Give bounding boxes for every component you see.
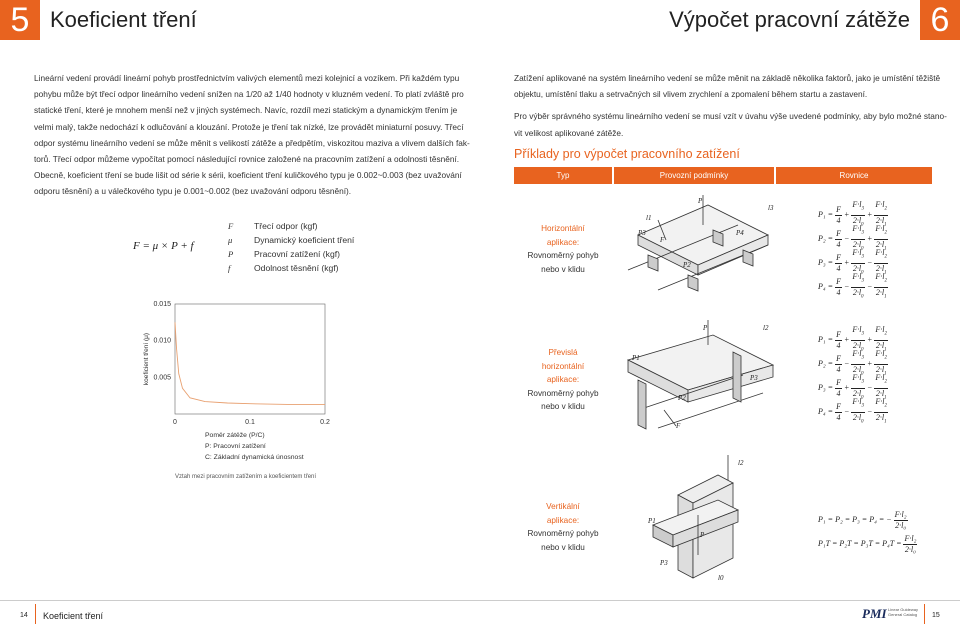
diagram-label: P3 (660, 559, 668, 567)
equation-row: P₄ = $\frac{F}{4}$ − $\frac{F\cdot l_3}{2\cdot l_0}$ − $\frac{F\cdot l_2}{2\cdot l_1}$ (818, 271, 887, 300)
paragraph-line: Lineární vedení provádí lineární pohyb prostřednictvím valivých elementů mezi kolejnicí a vozíkem. Při každém typu (34, 73, 460, 83)
y-tick-label: 0.015 (153, 301, 171, 308)
diagram-label: P4 (736, 229, 744, 237)
equation-row: P₃ = $\frac{F}{4}$ + $\frac{F\cdot l_3}{2\cdot l_0}$ − $\frac{F\cdot l_2}{2\cdot l_1}$ (818, 372, 887, 401)
logo-subtitle: Linear Guideway General Catalog (888, 607, 919, 617)
page-title-right: Výpočet pracovní zátěže (669, 7, 910, 32)
y-tick-label: 0.010 (153, 337, 171, 345)
diagram-label: l0 (718, 574, 724, 582)
equation-row: P₂ = $\frac{F}{4}$ − $\frac{F\cdot l_3}{2\cdot l_0}$ + $\frac{F\cdot l_2}{2\cdot l_1}$ (818, 223, 887, 252)
paragraph-line: torů. Třecí odpor můžeme vypočítat pomocí následující rovnice založené na pracovním zatížení a odolnosti těsnění. (34, 154, 460, 165)
equation-row: P₁ = $\frac{F}{4}$ + $\frac{F\cdot l_3}{2\cdot l_0}$ + $\frac{F\cdot l_2}{2\cdot l_1}$ (818, 199, 887, 228)
x-tick-label: 0.2 (320, 419, 330, 426)
equations-horizontal (818, 199, 890, 300)
diagram-label: P3 (638, 229, 646, 237)
x-tick-label: 0 (173, 419, 177, 426)
diagram-label: P3 (750, 374, 758, 382)
formula-legend (228, 219, 354, 275)
diagram-label: P (698, 197, 703, 205)
diagram-label: P1 (648, 517, 656, 525)
equation-row: P₃ = $\frac{F}{4}$ + $\frac{F\cdot l_3}{2\cdot l_0}$ − $\frac{F\cdot l_2}{2\cdot l_1}$ (818, 247, 887, 276)
equations-overhang (818, 324, 890, 425)
type-cell-horizontal: Horizontální aplikace: Rovnoměrný pohyb nebo v klidu (527, 224, 599, 274)
legend-row: μ Dynamický koeficient tření (228, 235, 355, 245)
x-tick-label: 0.1 (245, 419, 255, 426)
friction-coefficient-chart (130, 292, 350, 432)
paragraph-line: velmi malý, takže nedochází k odlučování a klouzání. Protože je tření tak nízké, lze provádět miniaturní posuvy. Třecí (34, 121, 464, 132)
diagram-label: F (676, 422, 681, 430)
diagram-label: l2 (738, 459, 744, 467)
examples-table-header (514, 167, 932, 184)
section-number-left: 5 (0, 0, 40, 40)
paragraph-line: odpor systému lineárního vedení se může měnit s velikostí zátěže a předpětím, viskozitou maziva a vlivem dalších fak- (34, 137, 470, 148)
vertical-guide-diagram (618, 455, 778, 595)
paragraph-line: Obecně, koeficient tření se bude lišit od série k sérii, koeficient tření kuličkového typu je 0.002~0.003 (bez uvažování (34, 170, 462, 181)
section-number-right: 6 (920, 0, 960, 40)
annotation-line: C: Základní dynamická únosnost (205, 454, 304, 461)
paragraph-line: vit velikost aplikované zátěže. (514, 127, 624, 138)
annotation-line: P: Pracovní zatížení (205, 443, 266, 450)
diagram-label: P2 (678, 394, 686, 402)
friction-curve (175, 322, 325, 404)
diagram-label: P2 (683, 261, 691, 269)
equation-row: P₂ = $\frac{F}{4}$ − $\frac{F\cdot l_3}{2\cdot l_0}$ + $\frac{F\cdot l_2}{2\cdot l_1}$ (818, 348, 887, 377)
type-cell-overhang: Převislá horizontální aplikace: Rovnoměrný pohyb nebo v klidu (527, 348, 599, 411)
y-axis-label: koeficient tření (μ) (143, 332, 150, 386)
paragraph-line: statické tření, které je mnohem menší než v jiných systémech. Navíc, rozdíl mezi statickým a dynamickým třením je (34, 105, 458, 116)
diagram-label: P (703, 324, 708, 332)
load-intro-paragraph (514, 70, 947, 141)
paragraph-line: odporu těsnění) a u válečkového typu je 0.001~0.002 (bez uvažování odporu těsnění). (34, 186, 352, 197)
paragraph-line: objektu, umístění tlaku a setrvačných sil vlivem zrychlení a zpomalení během startu a zastavení. (514, 89, 868, 100)
friction-formula: F = μ × P + f (133, 240, 194, 252)
legend-row: f Odolnost těsnění (kgf) (228, 263, 339, 273)
chart-annotation (205, 430, 304, 463)
diagram-label: l1 (646, 214, 652, 222)
equation-row: P₁ = $\frac{F}{4}$ + $\frac{F\cdot l_3}{2\cdot l_0}$ + $\frac{F\cdot l_2}{2\cdot l_1}$ (818, 324, 887, 353)
legend-row: P Pracovní zatížení (kgf) (228, 249, 340, 259)
plot-frame (175, 304, 325, 414)
footer-title: Koeficient tření (43, 611, 104, 621)
equation-row: P₄ = $\frac{F}{4}$ − $\frac{F\cdot l_3}{2\cdot l_0}$ − $\frac{F\cdot l_2}{2\cdot l_1}$ (818, 396, 887, 425)
diagram-label: P1 (632, 354, 640, 362)
legend-row: F Třecí odpor (kgf) (228, 221, 318, 231)
paragraph-line: Zatížení aplikované na systém lineárního vedení se může měnit na základě několika faktorů, jako je umístění těžiště (514, 73, 941, 83)
overhang-guide-diagram (618, 320, 778, 445)
annotation-line: Poměr zátěže (P/C) (205, 432, 265, 439)
equation-lhs: P₁ = P₂ = P₃ = P₄ = − (818, 515, 892, 524)
page-number-left: 14 (20, 612, 28, 619)
paragraph-line: pohybu může být třecí odpor lineárního vedení snížen na 1/20 až 1/40 hodnoty v kluzném vedení. To platí zvláště pro (34, 89, 464, 100)
y-tick-label: 0.005 (153, 374, 171, 382)
page-title-left: Koeficient tření (50, 7, 197, 32)
col-header-equations: Rovnice (839, 171, 869, 180)
equation-lhs: P₁T = P₂T = P₃T = P₄T = (818, 539, 902, 548)
diagram-label: P (700, 531, 705, 539)
type-cell-vertical: Vertikální aplikace: Rovnoměrný pohyb nebo v klidu (527, 502, 599, 552)
paragraph-line: Pro výběr správného systému lineárního vedení se musí vzít v úvahu výše uvedené podmínky, aby bylo možné stano- (514, 111, 947, 122)
examples-heading: Příklady pro výpočet pracovního zatížení (514, 147, 740, 161)
diagram-label: F (660, 236, 665, 244)
friction-intro-paragraph (34, 70, 474, 200)
chart-caption: Vztah mezi pracovním zatížením a koeficientem tření (175, 474, 317, 480)
page-number-right: 15 (932, 612, 940, 619)
pmi-logo: PMI (862, 606, 887, 621)
col-header-conditions: Provozní podmínky (659, 171, 729, 180)
diagram-label: l2 (763, 324, 769, 332)
diagram-label: l3 (768, 204, 774, 212)
equations-vertical: P₁ = P₂ = P₃ = P₄ = − $\frac{\text{F·l₂}}{\text{2·l₀}}$ P₁T = P₂T = P₃T = P₄T = $\frac{\text{F·l₂}}{\text{2·l₀}}$ (818, 509, 917, 554)
horizontal-guide-diagram (618, 195, 778, 310)
col-header-type: Typ (556, 171, 570, 180)
